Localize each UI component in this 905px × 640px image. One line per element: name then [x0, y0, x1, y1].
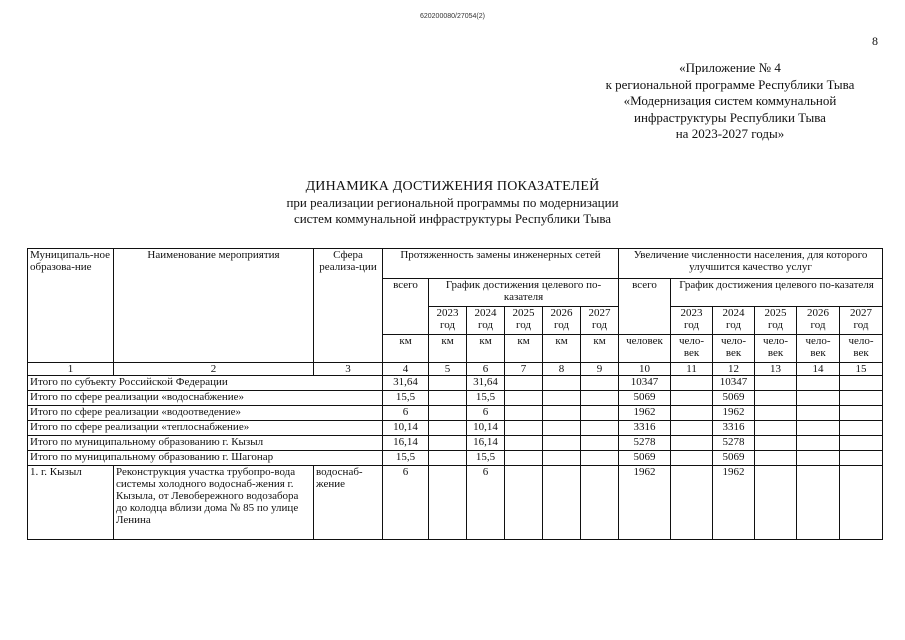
- value-total-km: 6: [383, 466, 429, 540]
- detail-row: [28, 466, 883, 540]
- unit-cell: человек: [619, 335, 671, 363]
- summary-label: Итого по сфере реализации «водоотведение»: [28, 406, 383, 421]
- value-2024-km: 15,5: [467, 391, 505, 406]
- summary-label: Итого по субъекту Российской Федерации: [28, 376, 383, 391]
- value-2024-people: 1962: [713, 466, 755, 540]
- year-header: 2026 год: [797, 307, 840, 335]
- value-total-km: 10,14: [383, 421, 429, 436]
- column-number: 13: [755, 363, 797, 376]
- summary-row: [28, 391, 883, 406]
- year-header: 2023 год: [429, 307, 467, 335]
- column-number: 3: [314, 363, 383, 376]
- header-network-length: Протяженность замены инженерных сетей: [383, 249, 619, 279]
- value-total-km: 6: [383, 406, 429, 421]
- appendix-line: «Модернизация систем коммунальной: [623, 93, 837, 108]
- appendix-heading: [560, 60, 900, 143]
- header-schedule-km: График достижения целевого по-казателя: [429, 279, 619, 307]
- header-total-km: всего: [383, 279, 429, 335]
- unit-cell: чело-век: [840, 335, 883, 363]
- appendix-line: к региональной программе Республики Тыва: [605, 76, 855, 92]
- column-number: 2: [114, 363, 314, 376]
- value-2024-km: 10,14: [467, 421, 505, 436]
- summary-row: [28, 376, 883, 391]
- unit-cell: чело-век: [713, 335, 755, 363]
- unit-cell: чело-век: [797, 335, 840, 363]
- header-activity-name: Наименование мероприятия: [114, 249, 314, 363]
- summary-label: Итого по сфере реализации «водоснабжение»: [28, 391, 383, 406]
- value-total-people: 5278: [619, 436, 671, 451]
- detail-municipality: 1. г. Кызыл: [28, 466, 114, 540]
- value-2024-km: 15,5: [467, 451, 505, 466]
- unit-cell: чело-век: [755, 335, 797, 363]
- unit-cell: чело-век: [671, 335, 713, 363]
- header-schedule-people: График достижения целевого по-казателя: [671, 279, 883, 307]
- detail-activity-name: Реконструкция участка трубопро-вода системы холодного водоснаб-жения г. Кызыла, от Левобережного водозабора до колодца вблизи дома № 85 по улице Ленина: [114, 466, 314, 540]
- title-line-3: систем коммунальной инфраструктуры Республики Тыва: [293, 211, 612, 226]
- unit-cell: км: [429, 335, 467, 363]
- value-total-people: 5069: [619, 391, 671, 406]
- column-number: 12: [713, 363, 755, 376]
- value-total-km: 16,14: [383, 436, 429, 451]
- column-number: 7: [505, 363, 543, 376]
- year-header: 2023 год: [671, 307, 713, 335]
- appendix-line: на 2023-2027 годы»: [675, 126, 785, 141]
- column-number: 10: [619, 363, 671, 376]
- header-municipality: Муниципаль-ное образова-ние: [28, 249, 114, 363]
- header-sphere: Сфера реализа-ции: [314, 249, 383, 363]
- column-number: 11: [671, 363, 713, 376]
- page-number: 8: [872, 34, 878, 48]
- title-line-1: ДИНАМИКА ДОСТИЖЕНИЯ ПОКАЗАТЕЛЕЙ: [305, 179, 600, 194]
- year-header: 2027 год: [581, 307, 619, 335]
- year-header: 2026 год: [543, 307, 581, 335]
- value-2024-people: 10347: [713, 376, 755, 391]
- column-number: 9: [581, 363, 619, 376]
- value-2024-people: 5069: [713, 391, 755, 406]
- year-header: 2024 год: [467, 307, 505, 335]
- column-number: 14: [797, 363, 840, 376]
- unit-cell: км: [467, 335, 505, 363]
- column-number: 5: [429, 363, 467, 376]
- title-line-2: при реализации региональной программы по модернизации: [286, 195, 619, 210]
- appendix-line: инфраструктуры Республики Тыва: [634, 109, 826, 125]
- detail-sphere: водоснаб-жение: [314, 466, 383, 540]
- value-total-people: 3316: [619, 421, 671, 436]
- value-total-people: 5069: [619, 451, 671, 466]
- value-2024-people: 1962: [713, 406, 755, 421]
- summary-label: Итого по муниципальному образованию г. Шагонар: [28, 451, 383, 466]
- appendix-line: «Приложение № 4: [679, 60, 781, 75]
- summary-label: Итого по сфере реализации «теплоснабжение»: [28, 421, 383, 436]
- indicators-table: [27, 248, 883, 540]
- unit-cell: км: [581, 335, 619, 363]
- document-title: [0, 179, 905, 227]
- value-total-km: 15,5: [383, 451, 429, 466]
- value-2024-km: 6: [467, 466, 505, 540]
- value-2024-people: 3316: [713, 421, 755, 436]
- value-2024-people: 5069: [713, 451, 755, 466]
- column-number: 8: [543, 363, 581, 376]
- value-2024-km: 16,14: [467, 436, 505, 451]
- summary-row: [28, 406, 883, 421]
- unit-cell: км: [505, 335, 543, 363]
- value-total-people: 1962: [619, 466, 671, 540]
- value-total-km: 15,5: [383, 391, 429, 406]
- summary-row: [28, 436, 883, 451]
- summary-label: Итого по муниципальному образованию г. Кызыл: [28, 436, 383, 451]
- unit-cell: км: [543, 335, 581, 363]
- column-number: 6: [467, 363, 505, 376]
- value-total-km: 31,64: [383, 376, 429, 391]
- value-total-people: 10347: [619, 376, 671, 391]
- column-number: 15: [840, 363, 883, 376]
- summary-row: [28, 451, 883, 466]
- value-2024-km: 6: [467, 406, 505, 421]
- year-header: 2027 год: [840, 307, 883, 335]
- unit-cell: км: [383, 335, 429, 363]
- header-population-increase: Увеличение численности населения, для которого улучшится качество услуг: [619, 249, 883, 279]
- year-header: 2025 год: [755, 307, 797, 335]
- header-total-people: всего: [619, 279, 671, 335]
- column-number: 4: [383, 363, 429, 376]
- value-2024-km: 31,64: [467, 376, 505, 391]
- year-header: 2024 год: [713, 307, 755, 335]
- document-id: 620200080/27054(2): [419, 13, 485, 20]
- summary-row: [28, 421, 883, 436]
- value-2024-people: 5278: [713, 436, 755, 451]
- column-number: 1: [28, 363, 114, 376]
- year-header: 2025 год: [505, 307, 543, 335]
- value-total-people: 1962: [619, 406, 671, 421]
